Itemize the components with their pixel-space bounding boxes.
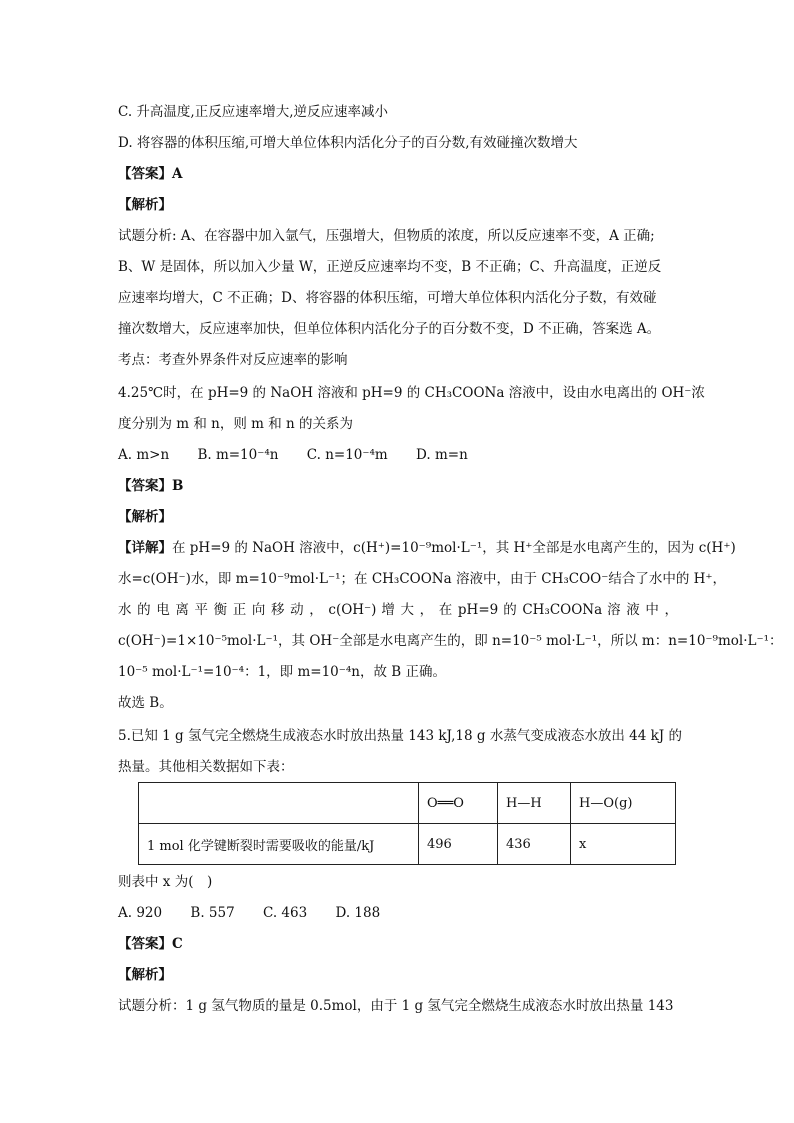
choice-d: D. m=n <box>416 447 468 463</box>
answer-label: 【答案】B <box>118 478 184 494</box>
choice-b: B. 557 <box>190 905 235 921</box>
detail-line: 水=c(OH⁻)水，即 m=10⁻⁹mol·L⁻¹；在 CH₃COONa 溶液中，由于 CH₃COO⁻结合了水中的 H⁺， <box>118 571 727 587</box>
table-cell: H—H <box>498 783 571 824</box>
analysis-line: B、W 是固体，所以加入少量 W，正逆反应速率均不变，B 不正确；C、升高温度，正逆反 <box>118 259 662 275</box>
question-4-stem-cont: 度分别为 m 和 n，则 m 和 n 的关系为 <box>118 416 354 432</box>
choice-c: C. 463 <box>262 905 308 921</box>
answer-label: 【答案】A <box>118 166 183 182</box>
table-cell: 496 <box>419 824 498 865</box>
table-cell <box>139 783 419 824</box>
table-row <box>139 824 676 865</box>
bond-energy-table <box>138 782 676 865</box>
question-5-prompt: 则表中 x 为( ) <box>118 874 213 890</box>
table-cell: O══O <box>419 783 498 824</box>
analysis-line: 应速率均增大，C 不正确；D、将容器的体积压缩，可增大单位体积内活化分子数，有效碰 <box>118 290 657 306</box>
detail-line <box>118 538 736 558</box>
analysis-heading: 【解析】 <box>118 197 172 213</box>
question-4-stem: 4.25℃时，在 pH=9 的 NaOH 溶液和 pH=9 的 CH₃COONa 溶液中，设由水电离出的 OH⁻浓 <box>118 385 705 401</box>
table-cell: 436 <box>498 824 571 865</box>
detail-tag: 【详解】 <box>118 540 172 556</box>
detail-line: 水 的 电 离 平 衡 正 向 移 动 ， c(OH⁻) 增 大 ， 在 pH=9 的 CH₃COONa 溶 液 中 ， <box>118 602 678 618</box>
choice-d: D. 188 <box>335 905 381 921</box>
choice-c: C. n=10⁻⁴m <box>306 447 388 463</box>
option-d: D. 将容器的体积压缩,可增大单位体积内活化分子的百分数,有效碰撞次数增大 <box>118 135 578 151</box>
choice-a: A. m>n <box>118 447 170 463</box>
choice-b: B. m=10⁻⁴n <box>197 447 279 463</box>
table-cell: x <box>571 824 676 865</box>
question-5-choices <box>118 903 404 923</box>
table-cell: 1 mol 化学键断裂时需要吸收的能量/kJ <box>139 824 419 865</box>
answer-label: 【答案】C <box>118 936 183 952</box>
analysis-line: 试题分析：1 g 氢气物质的量是 0.5mol，由于 1 g 氢气完全燃烧生成液态水时放出热量 143 <box>118 998 674 1014</box>
conclusion: 故选 B。 <box>118 695 173 711</box>
analysis-line: 撞次数增大，反应速率加快，但单位体积内活化分子的百分数不变，D 不正确，答案选 A。 <box>118 321 661 337</box>
table-cell: H—O(g) <box>571 783 676 824</box>
question-5-stem-cont: 热量。其他相关数据如下表： <box>118 759 294 775</box>
analysis-line: 试题分析: A、在容器中加入氩气，压强增大，但物质的浓度，所以反应速率不变，A 正确; <box>118 228 655 244</box>
question-5-stem: 5.已知 1 g 氢气完全燃烧生成液态水时放出热量 143 kJ,18 g 水蒸气变成液态水放出 44 kJ 的 <box>118 728 682 744</box>
detail-line: 10⁻⁵ mol·L⁻¹=10⁻⁴：1，即 m=10⁻⁴n，故 B 正确。 <box>118 664 446 680</box>
detail-line: c(OH⁻)=1×10⁻⁵mol·L⁻¹，其 OH⁻全部是水电离产生的，即 n=10⁻⁵ mol·L⁻¹，所以 m：n=10⁻⁹mol·L⁻¹： <box>118 633 783 649</box>
analysis-heading: 【解析】 <box>118 509 172 525</box>
question-4-choices <box>118 445 492 465</box>
option-c: C. 升高温度,正反应速率增大,逆反应速率减小 <box>118 104 389 120</box>
analysis-heading: 【解析】 <box>118 967 172 983</box>
exam-point: 考点：考查外界条件对反应速率的影响 <box>118 352 348 368</box>
choice-a: A. 920 <box>118 905 163 921</box>
detail-text: 在 pH=9 的 NaOH 溶液中，c(H⁺)=10⁻⁹mol·L⁻¹，其 H⁺全部是水电离产生的，因为 c(H⁺) <box>172 540 736 556</box>
table-header-row <box>139 783 676 824</box>
